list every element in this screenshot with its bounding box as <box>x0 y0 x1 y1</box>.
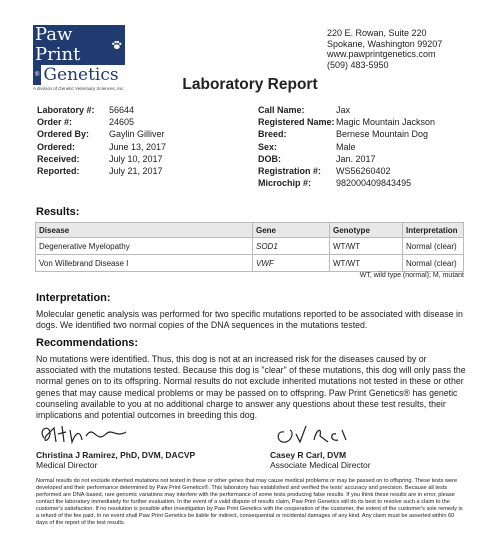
info-row <box>37 165 166 177</box>
legal-disclaimer: Normal results do not exclude inherited mutations not tested in these or other genes that may cause medical problems or may be passed on to offspring. These tests were developed and their performance determined by Paw Print Genetics®. This laboratory has established and verified the tests' accuracy and precision. Because all tests performed are DNA-based, rare genomic variations may interfere with the performance of some tests producing false results. If you think these results are in error, please contact the laboratory immediately for further evaluation. In the event of a valid dispute of results claim, Paw Print Genetics will do its best to resolve such a claim to the customer's satisfaction. If no resolution is possible after investigation by Paw Print Genetics with the cooperation of the customer, the extent of the customer's sole remedy is a refund of the fee paid. In no event shall Paw Print Genetics be liable for indirect, consequential or incidental damages of any kind. Any claim must be asserted within 60 days of the report of the test results. <box>36 478 463 526</box>
logo-badge: ® <box>33 65 41 85</box>
info-label: Order #: <box>37 117 73 128</box>
logo-line1: Paw Print <box>35 24 81 65</box>
info-row <box>258 165 435 177</box>
info-label: Microchip #: <box>258 178 312 189</box>
report-title: Laboratory Report <box>182 76 318 93</box>
cell-genotype: WT/WT <box>330 255 403 272</box>
logo-tagline: A division of Genetic Veterinary Sciences, Inc. <box>33 86 125 91</box>
signer-role-2: Associate Medical Director <box>270 460 371 470</box>
interpretation-heading: Interpretation: <box>36 292 111 304</box>
col-genotype: Genotype <box>330 223 403 238</box>
info-label: Ordered: <box>37 141 76 152</box>
info-value: Bernese Mountain Dog <box>336 129 429 140</box>
info-value: 982000409843495 <box>336 178 412 189</box>
cell-interpretation: Normal (clear) <box>403 255 464 272</box>
info-row <box>258 177 435 189</box>
info-value: 56644 <box>109 105 135 115</box>
info-row <box>37 153 166 165</box>
info-value: Gaylin Gilliver <box>109 129 165 140</box>
info-label: Laboratory #: <box>37 105 95 115</box>
logo-line2: Genetics <box>43 65 119 85</box>
company-address <box>327 28 442 70</box>
cell-disease: Degenerative Myelopathy <box>36 238 253 255</box>
company-logo <box>33 24 125 91</box>
info-row <box>258 116 435 128</box>
address-street: 220 E. Rowan, Suite 220 <box>327 28 427 38</box>
info-label: Reported: <box>37 166 80 177</box>
dog-info <box>258 104 435 189</box>
info-label: DOB: <box>258 153 281 164</box>
interpretation-text: Molecular genetic analysis was performed for two specific mutations reported to be associated with disease in dogs. We identified two normal copies of the DNA sequences in the mutations tested. <box>36 309 463 331</box>
recommendations-heading: Recommendations: <box>36 337 139 349</box>
cell-genotype: WT/WT <box>330 238 403 255</box>
order-info <box>37 104 166 177</box>
cell-gene: VWF <box>253 255 330 272</box>
info-value: Magic Mountain Jackson <box>336 117 436 128</box>
genotype-legend: WT, wild type (normal); M, mutant <box>359 272 464 279</box>
info-row <box>258 153 435 165</box>
signer-role-1: Medical Director <box>36 460 98 470</box>
table-row <box>36 238 464 255</box>
signature-image-1 <box>36 420 136 450</box>
results-heading: Results: <box>36 206 80 218</box>
info-label: Registration #: <box>258 166 322 177</box>
logo-top-band <box>33 25 125 65</box>
info-value: 24605 <box>109 117 135 128</box>
info-label: Received: <box>37 153 80 164</box>
cell-disease: Von Willebrand Disease I <box>36 255 253 272</box>
info-value: July 21, 2017 <box>109 166 163 177</box>
signature-image-2 <box>270 420 370 450</box>
signer-name-2: Casey R Carl, DVM <box>270 450 347 460</box>
info-row <box>258 141 435 153</box>
info-value: Male <box>336 141 356 152</box>
signature-block-2 <box>270 420 371 470</box>
info-value: June 13, 2017 <box>109 141 167 152</box>
results-header-row <box>36 223 464 238</box>
signer-name-1: Christina J Ramirez, PhD, DVM, DACVP <box>36 450 196 460</box>
info-value: Jax <box>336 105 351 115</box>
info-label: Registered Name: <box>258 117 335 128</box>
info-value: WS56260402 <box>336 166 391 177</box>
info-value: July 10, 2017 <box>109 153 163 164</box>
table-row <box>36 255 464 272</box>
results-table <box>35 222 464 272</box>
col-interpretation: Interpretation <box>403 223 464 238</box>
info-row <box>37 141 166 153</box>
info-row <box>37 116 166 128</box>
signature-block-1 <box>36 420 195 470</box>
address-phone: (509) 483-5950 <box>327 59 389 70</box>
cell-gene: SOD1 <box>253 238 330 255</box>
info-value: Jan. 2017 <box>336 153 376 164</box>
info-label: Ordered By: <box>37 129 90 140</box>
info-row <box>258 104 435 116</box>
paw-icon <box>111 38 123 52</box>
info-label: Call Name: <box>258 105 305 115</box>
address-website: www.pawprintgenetics.com <box>327 49 436 59</box>
address-city: Spokane, Washington 99207 <box>327 38 443 49</box>
col-gene: Gene <box>253 223 330 238</box>
info-row <box>258 128 435 140</box>
col-disease: Disease <box>36 223 253 238</box>
recommendations-text: No mutations were identified. Thus, this dog is not at an increased risk for the diseases caused by or associated with the mutations tested. Because this dog is "clear" of these mutations, this dog will only pass the normal genes on to its offspring. Normal results do not exclude inherited mutations not tested in these or other genes that may cause medical problems or may be passed on to offspring. Paw Print Genetics® has genetic counseling available to you at no additional charge to answer any questions about these test results, their implications and potential outcomes in breeding this dog. <box>36 354 466 421</box>
info-row <box>37 104 166 116</box>
info-label: Sex: <box>258 141 278 152</box>
info-label: Breed: <box>258 129 287 140</box>
info-row <box>37 128 166 140</box>
cell-interpretation: Normal (clear) <box>403 238 464 255</box>
